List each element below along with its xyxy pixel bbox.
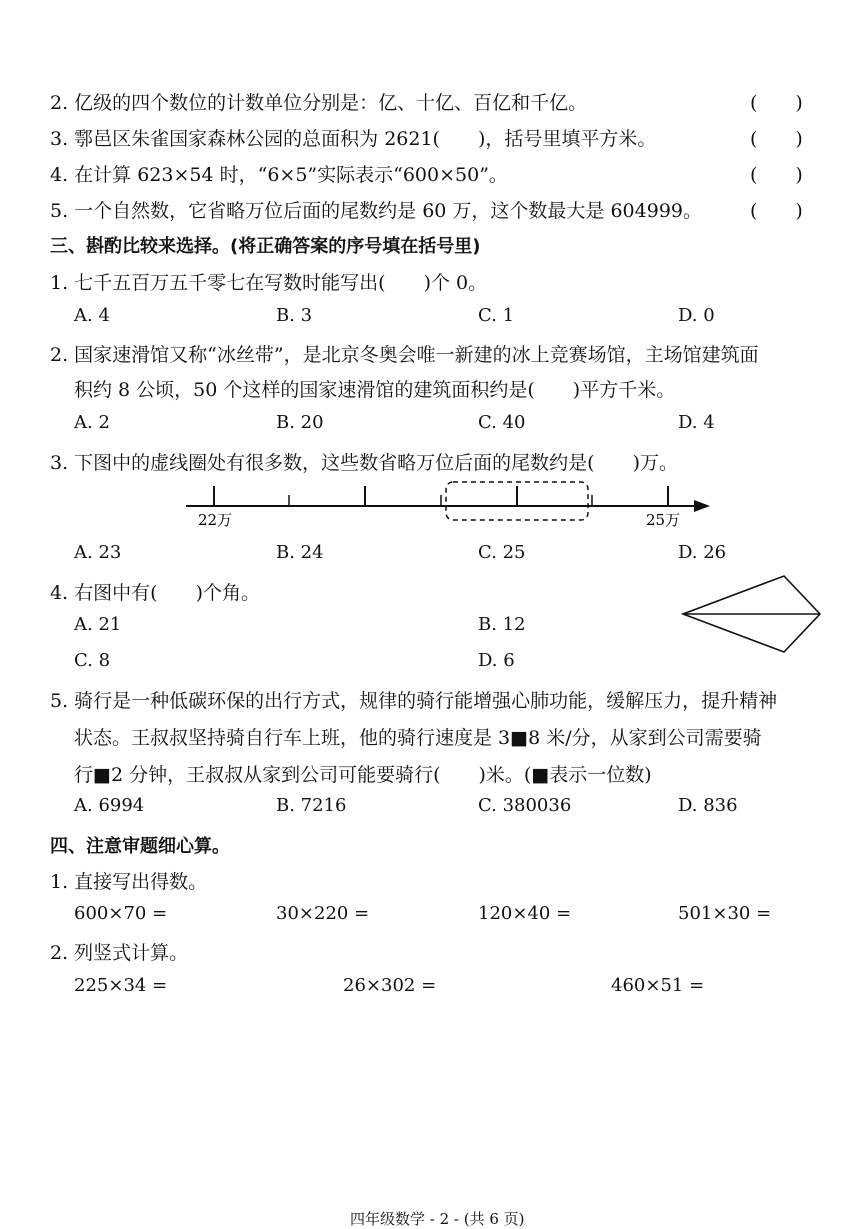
number-line-figure: [180, 478, 720, 530]
choice-q5-line2: 状态。王叔叔坚持骑自行车上班，他的骑行速度是 3■8 米/分，从家到公司需要骑: [74, 727, 762, 749]
judge-answer-paren-3[interactable]: ( ): [750, 128, 803, 150]
judge-item-2: 2. 亿级的四个数位的计数单位分别是：亿、十亿、百亿和千亿。: [50, 92, 588, 114]
oral-calc-item: 30×220 =: [276, 903, 370, 924]
judge-item-5: 5. 一个自然数，它省略万位后面的尾数约是 60 万，这个数最大是 604999。: [50, 200, 702, 222]
oral-calc-item: 120×40 =: [478, 903, 572, 924]
choice-q5-option-d[interactable]: D. 836: [678, 795, 738, 816]
choice-q4-option-b[interactable]: B. 12: [478, 614, 526, 635]
choice-q4: 4. 右图中有( )个角。: [50, 582, 260, 604]
choice-q3-option-b[interactable]: B. 24: [276, 542, 324, 563]
judge-item-3: 3. 鄠邑区朱雀国家森林公园的总面积为 2621( )，括号里填平方米。: [50, 128, 657, 150]
section-3-title: 三、斟酌比较来选择。(将正确答案的序号填在括号里): [50, 236, 481, 257]
choice-q2-option-a[interactable]: A. 2: [74, 412, 110, 433]
number-line-arrow-icon: [694, 500, 710, 512]
judge-answer-paren-4[interactable]: ( ): [750, 164, 803, 186]
choice-q5-option-a[interactable]: A. 6994: [74, 795, 145, 816]
choice-q3: 3. 下图中的虚线圈处有很多数，这些数省略万位后面的尾数约是( )万。: [50, 452, 678, 474]
calc-q1: 1. 直接写出得数。: [50, 871, 208, 893]
choice-q1-option-b[interactable]: B. 3: [276, 305, 313, 326]
choice-q1-option-c[interactable]: C. 1: [478, 305, 515, 326]
number-line-left-label: 22万: [198, 511, 233, 529]
choice-q4-option-a[interactable]: A. 21: [74, 614, 122, 635]
section-4-title: 四、注意审题细心算。: [50, 836, 230, 857]
calc-q2: 2. 列竖式计算。: [50, 942, 189, 964]
choice-q1-option-d[interactable]: D. 0: [678, 305, 715, 326]
vertical-calc-item: 460×51 =: [611, 975, 705, 996]
oral-calc-item: 600×70 =: [74, 903, 168, 924]
choice-q1: 1. 七千五百万五千零七在写数时能写出( )个 0。: [50, 272, 488, 294]
choice-q3-option-c[interactable]: C. 25: [478, 542, 526, 563]
judge-answer-paren-5[interactable]: ( ): [750, 200, 803, 222]
choice-q2-option-c[interactable]: C. 40: [478, 412, 526, 433]
choice-q3-option-a[interactable]: A. 23: [74, 542, 122, 563]
kite-angles-figure: [680, 572, 825, 656]
choice-q5-line1: 5. 骑行是一种低碳环保的出行方式，规律的骑行能增强心肺功能，缓解压力，提升精神: [50, 690, 778, 712]
choice-q3-option-d[interactable]: D. 26: [678, 542, 727, 563]
number-line-right-label: 25万: [646, 511, 681, 529]
choice-q2-option-b[interactable]: B. 20: [276, 412, 324, 433]
oral-calc-item: 501×30 =: [678, 903, 772, 924]
choice-q2-line2: 积约 8 公顷，50 个这样的国家速滑馆的建筑面积约是( )平方千米。: [74, 379, 676, 401]
choice-q4-option-c[interactable]: C. 8: [74, 650, 111, 671]
judge-answer-paren-2[interactable]: ( ): [750, 92, 803, 114]
choice-q5-option-b[interactable]: B. 7216: [276, 795, 347, 816]
choice-q5-line3: 行■2 分钟，王叔叔从家到公司可能要骑行( )米。(■表示一位数): [74, 764, 652, 786]
choice-q2-line1: 2. 国家速滑馆又称“冰丝带”，是北京冬奥会唯一新建的冰上竞赛场馆，主场馆建筑面: [50, 344, 759, 366]
choice-q4-option-d[interactable]: D. 6: [478, 650, 515, 671]
vertical-calc-item: 225×34 =: [74, 975, 168, 996]
choice-q1-option-a[interactable]: A. 4: [74, 305, 110, 326]
choice-q2-option-d[interactable]: D. 4: [678, 412, 715, 433]
judge-item-4: 4. 在计算 623×54 时，“6×5”实际表示“600×50”。: [50, 164, 508, 186]
vertical-calc-item: 26×302 =: [343, 975, 437, 996]
page-footer: 四年级数学 - 2 - (共 6 页): [350, 1210, 525, 1228]
choice-q5-option-c[interactable]: C. 380036: [478, 795, 572, 816]
